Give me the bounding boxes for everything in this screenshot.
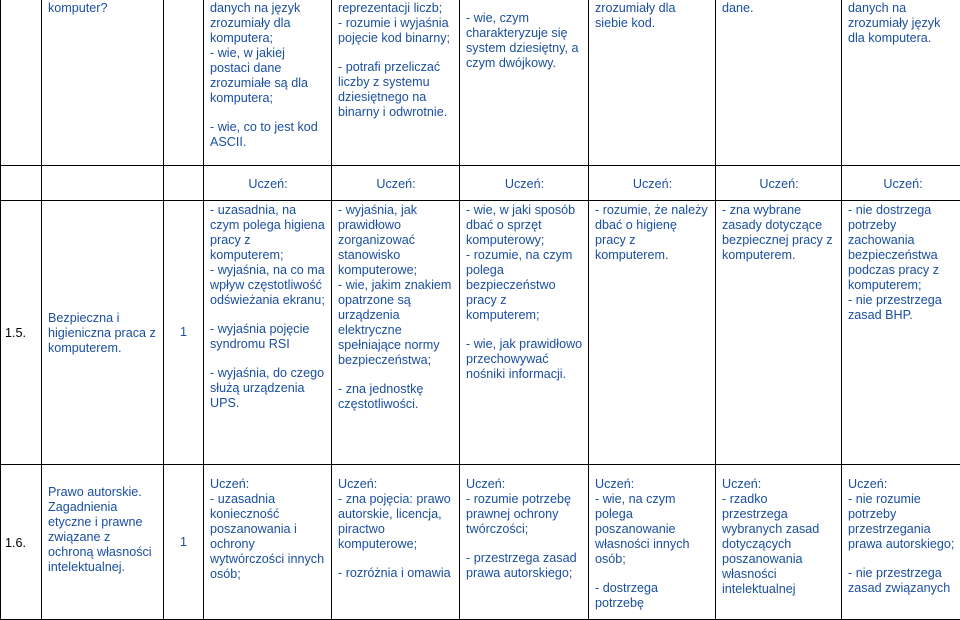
criteria-cell: Uczeń: - zna pojęcia: prawo autorskie, licencja, piractwo komputerowe; - rozróżnia i omawia <box>332 465 460 620</box>
topic-cell: Prawo autorskie. Zagadnienia etyczne i prawne związane z ochroną własności intelektualnej. <box>42 465 164 620</box>
row-1-6 <box>1 465 960 620</box>
header-label: Uczeń: <box>848 467 958 492</box>
top-cell-1 <box>42 0 164 166</box>
criteria-cell: - uzasadnia, na czym polega higiena pracy z komputerem; - wyjaśnia, na co ma wpływ częstotliwość odświeżania ekranu; - wyjaśnia pojęcie syndromu RSI - wyjaśnia, do czego służą urządzenia UPS. <box>204 201 332 465</box>
criteria-cell: Uczeń: - uzasadnia konieczność poszanowania i ochrony wytwórczości innych osób; <box>204 465 332 620</box>
header-label: Uczeń: <box>338 467 454 492</box>
criteria-cell: - nie dostrzega potrzeby zachowania bezpieczeństwa podczas pracy z komputerem; - nie przestrzega zasad BHP. <box>842 201 960 465</box>
header-row-15 <box>1 166 960 201</box>
criteria-cell: Uczeń: - rzadko przestrzega wybranych zasad dotyczących poszanowania własności intelektualnej <box>716 465 842 620</box>
header-label: Uczeń: <box>595 467 710 492</box>
header-label: Uczeń: <box>466 467 583 492</box>
header-label: Uczeń: <box>589 166 716 201</box>
criteria-cell: Uczeń: - rozumie potrzebę prawnej ochrony twórczości; - przestrzega zasad prawa autorskiego; <box>460 465 589 620</box>
top-cell-4: - wie, czym charakteryzuje się system dziesiętny, a czym dwójkowy. <box>460 0 589 166</box>
top-cell-7: danych na zrozumiały język dla komputera. <box>842 0 960 166</box>
top-cell-6: dane. <box>716 0 842 166</box>
top-cell-3: reprezentacji liczb; - rozumie i wyjaśnia pojęcie kod binarny; - potrafi przeliczać liczby z systemu dziesiętnego na binarny i odwrotnie. <box>332 0 460 166</box>
header-label: Uczeń: <box>204 166 332 201</box>
header-label: Uczeń: <box>722 467 836 492</box>
criteria-cell: Uczeń: - nie rozumie potrzeby przestrzegania prawa autorskiego; - nie przestrzega zasad związanych <box>842 465 960 620</box>
hours-cell: 1 <box>164 465 204 620</box>
row-number: 1.5. <box>1 201 42 465</box>
criteria-cell: - wyjaśnia, jak prawidłowo zorganizować stanowisko komputerowe; - wie, jakim znakiem opatrzone są urządzenia elektryczne spełniające normy bezpieczeństwa; - zna jednostkę częstotliwości. <box>332 201 460 465</box>
criteria-cell: Uczeń: - wie, na czym polega poszanowanie własności innych osób; - dostrzega potrzebę <box>589 465 716 620</box>
header-label: Uczeń: <box>842 166 960 201</box>
top-cell-5: zrozumiały dla siebie kod. <box>589 0 716 166</box>
criteria-cell: - wie, w jaki sposób dbać o sprzęt komputerowy; - rozumie, na czym polega bezpieczeństwo pracy z komputerem; - wie, jak prawidłowo przechowywać nośniki informacji. <box>460 201 589 465</box>
row-number: 1.6. <box>1 465 42 620</box>
row-1-5 <box>1 201 960 465</box>
criteria-cell: - rozumie, że należy dbać o higienę pracy z komputerem. <box>589 201 716 465</box>
top-cell-2: danych na język zrozumiały dla komputera; - wie, w jakiej postaci dane zrozumiałe są dla komputera; - wie, co to jest kod ASCII. <box>204 0 332 166</box>
text-line: komputer? <box>48 1 158 16</box>
topic-cell: Bezpieczna i higieniczna praca z komputerem. <box>42 201 164 465</box>
header-label: Uczeń: <box>332 166 460 201</box>
continuation-row <box>1 0 960 166</box>
header-label: Uczeń: <box>460 166 589 201</box>
criteria-cell: - zna wybrane zasady dotyczące bezpiecznej pracy z komputerem. <box>716 201 842 465</box>
header-label: Uczeń: <box>210 467 326 492</box>
hours-cell: 1 <box>164 201 204 465</box>
header-label: Uczeń: <box>716 166 842 201</box>
